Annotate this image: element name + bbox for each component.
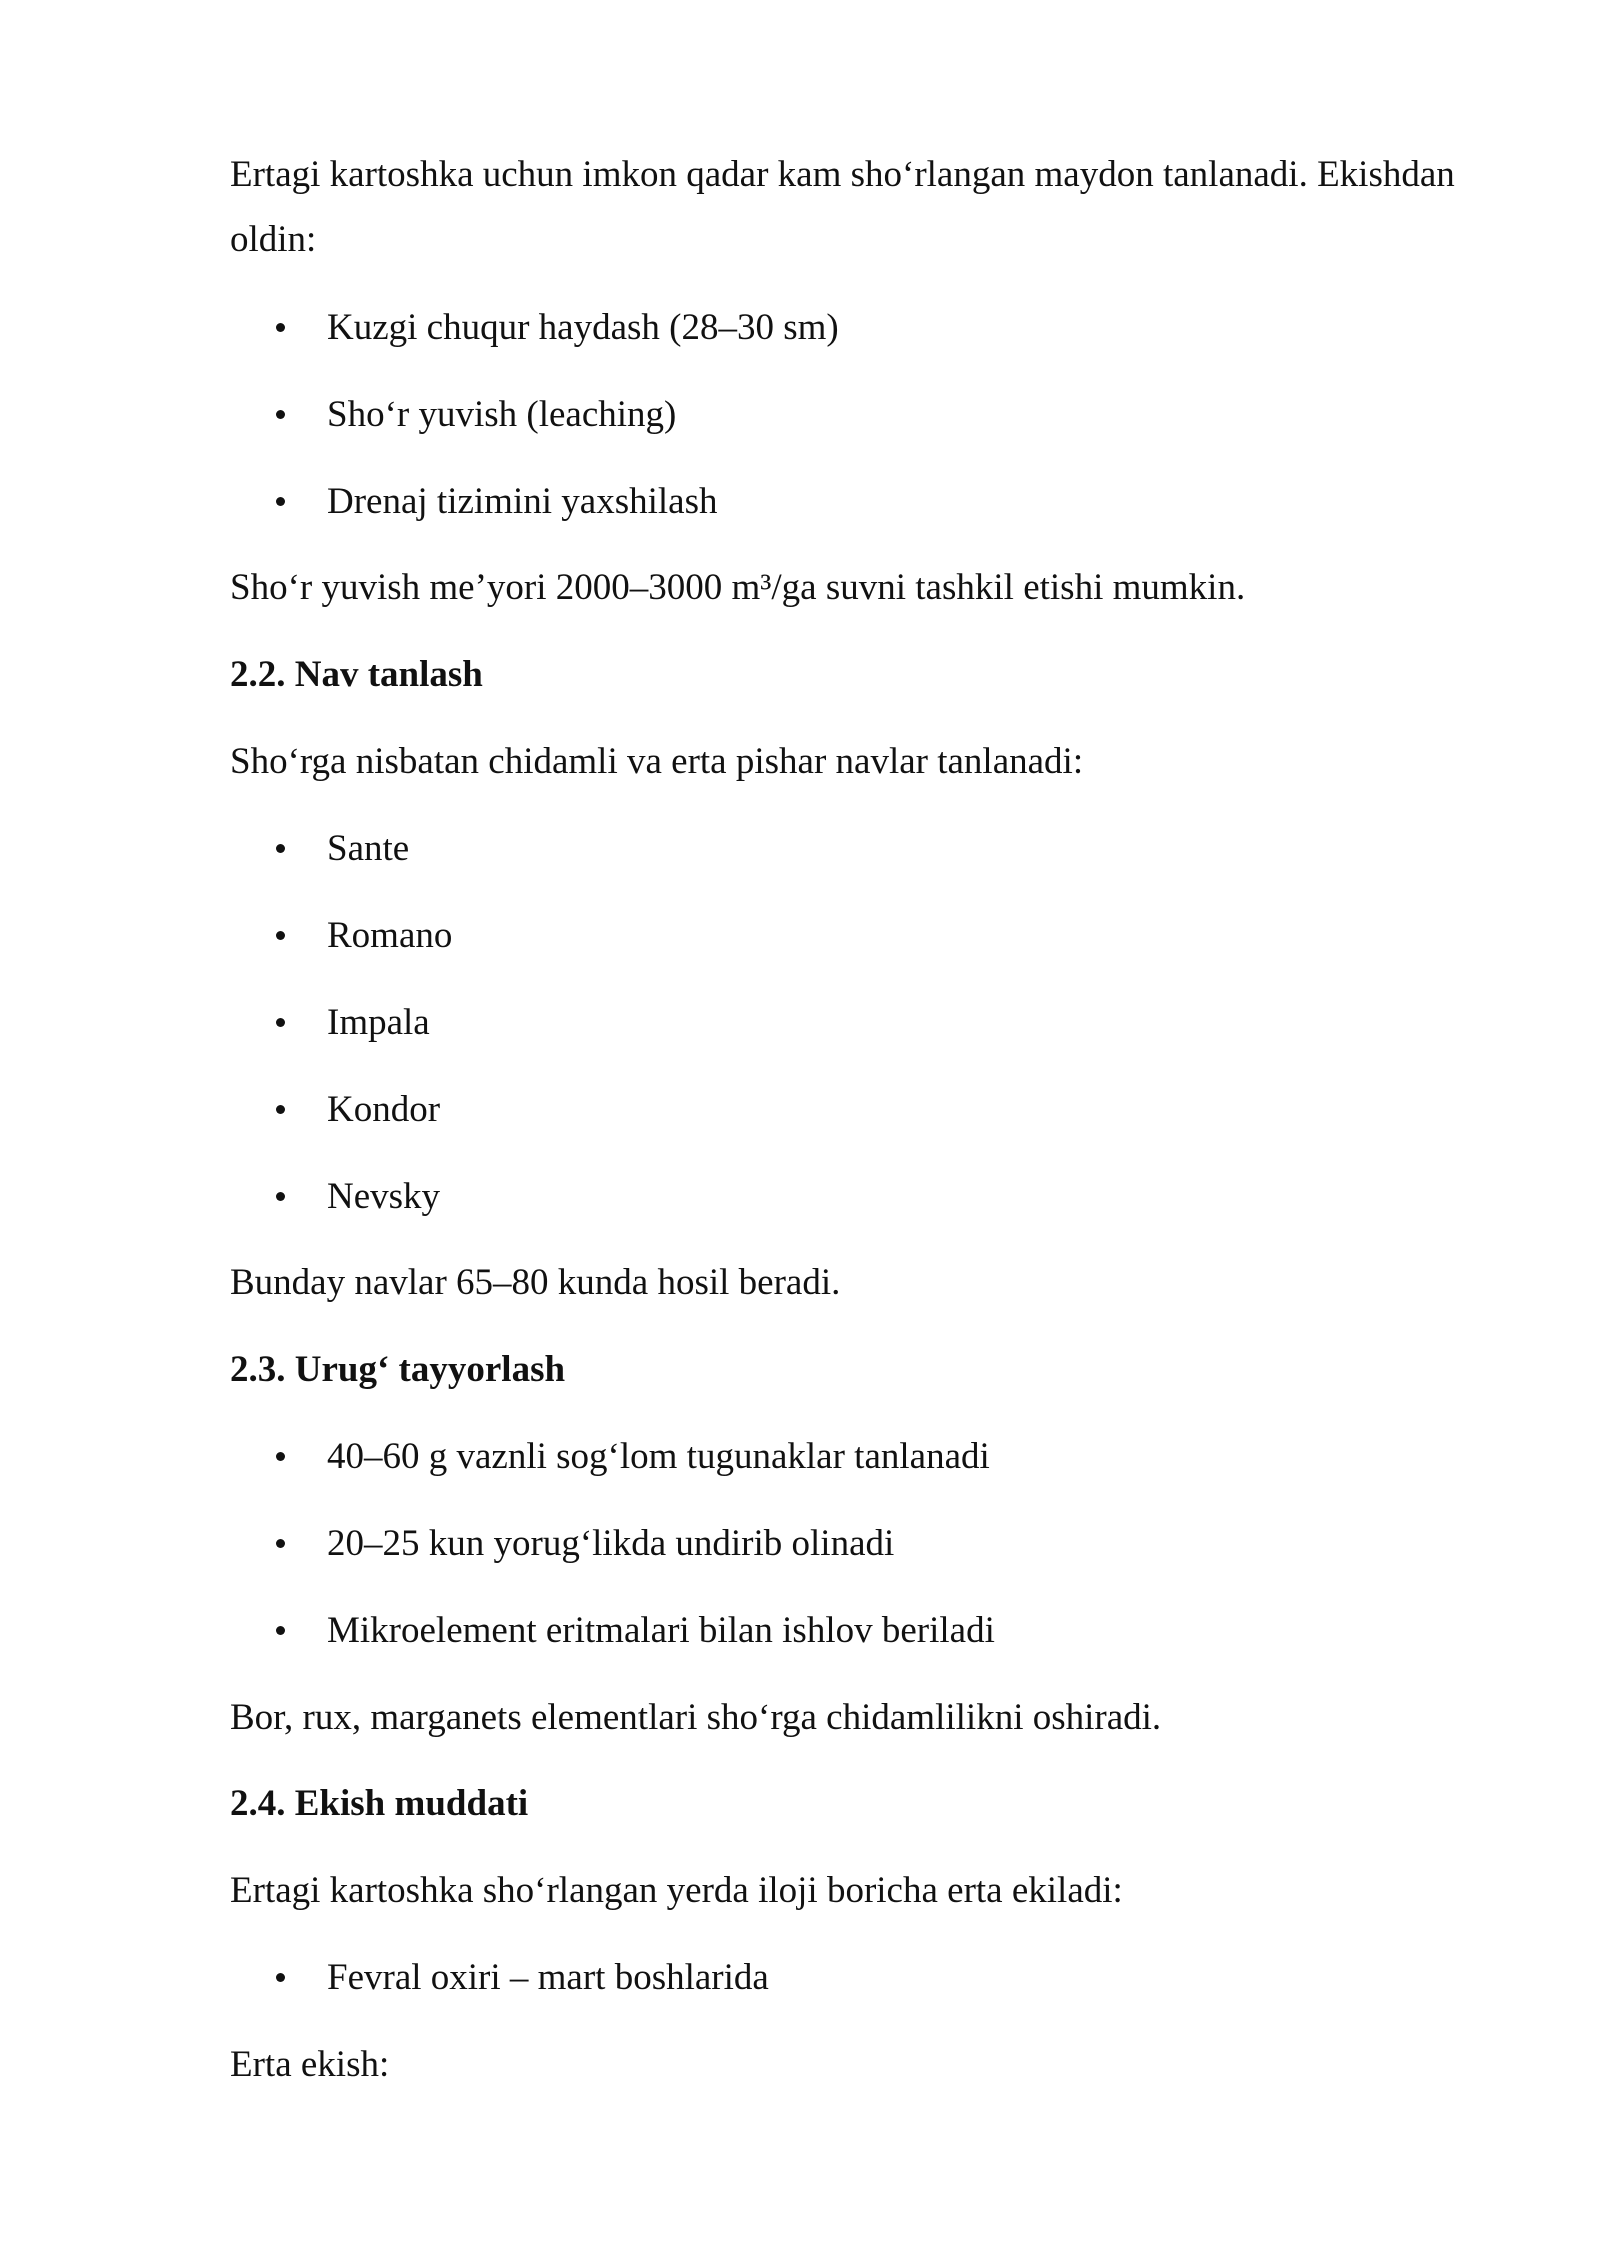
list-item-text: Impala — [327, 1002, 430, 1043]
list-item-text: 40–60 g vaznli sog‘lom tugunaklar tanlanadi — [327, 1436, 990, 1477]
list-item — [230, 469, 1530, 534]
section-heading-planting: 2.4. Ekish muddati — [230, 1783, 529, 1824]
bullet-icon — [276, 410, 285, 419]
list-item — [230, 1598, 1530, 1663]
list-item — [230, 382, 1530, 447]
planting-intro-paragraph: Ertagi kartoshka sho‘rlangan yerda iloji boricha erta ekiladi: — [230, 1870, 1123, 1911]
list-item — [230, 990, 1530, 1055]
intro-paragraph: Ertagi kartoshka uchun imkon qadar kam sho‘rlangan maydon tanlanadi. Ekishdan oldin: — [230, 154, 1455, 260]
list-item — [230, 1077, 1530, 1142]
microelements-paragraph: Bor, rux, marganets elementlari sho‘rga chidamlilikni oshiradi. — [230, 1697, 1162, 1738]
list-item-text: Sante — [327, 828, 410, 869]
list-item — [230, 903, 1530, 968]
list-item-text: 20–25 kun yorug‘likda undirib olinadi — [327, 1523, 895, 1564]
bullet-icon — [276, 323, 285, 332]
bullet-icon — [276, 497, 285, 506]
bullet-icon — [276, 1973, 285, 1982]
list-item — [230, 816, 1530, 881]
bullet-icon — [276, 1539, 285, 1548]
bullet-icon — [276, 1018, 285, 1027]
list-item-text: Mikroelement eritmalari bilan ishlov beriladi — [327, 1610, 995, 1651]
bullet-icon — [276, 1626, 285, 1635]
harvest-days-paragraph: Bunday navlar 65–80 kunda hosil beradi. — [230, 1262, 841, 1303]
bullet-icon — [276, 1105, 285, 1114]
section-heading-variety: 2.2. Nav tanlash — [230, 654, 483, 695]
list-item-text: Sho‘r yuvish (leaching) — [327, 394, 677, 435]
list-item-text: Kuzgi chuqur haydash (28–30 sm) — [327, 307, 839, 348]
bullet-icon — [276, 931, 285, 940]
early-planting-paragraph: Erta ekish: — [230, 2044, 390, 2085]
varieties-intro-paragraph: Sho‘rga nisbatan chidamli va erta pishar navlar tanlanadi: — [230, 741, 1084, 782]
bullet-icon — [276, 844, 285, 853]
list-item-text: Fevral oxiri – mart boshlarida — [327, 1957, 769, 1998]
list-item-text: Kondor — [327, 1089, 441, 1130]
list-item — [230, 1164, 1530, 1229]
bullet-icon — [276, 1192, 285, 1201]
list-item-text: Romano — [327, 915, 453, 956]
list-item — [230, 295, 1530, 360]
list-item-text: Nevsky — [327, 1176, 441, 1217]
bullet-icon — [276, 1452, 285, 1461]
section-heading-seed: 2.3. Urug‘ tayyorlash — [230, 1349, 566, 1390]
list-item-text: Drenaj tizimini yaxshilash — [327, 481, 718, 522]
list-item — [230, 1424, 1530, 1489]
leaching-norm-paragraph: Sho‘r yuvish me’yori 2000–3000 m³/ga suvni tashkil etishi mumkin. — [230, 567, 1246, 608]
list-item — [230, 1945, 1530, 2010]
list-item — [230, 1511, 1530, 1576]
